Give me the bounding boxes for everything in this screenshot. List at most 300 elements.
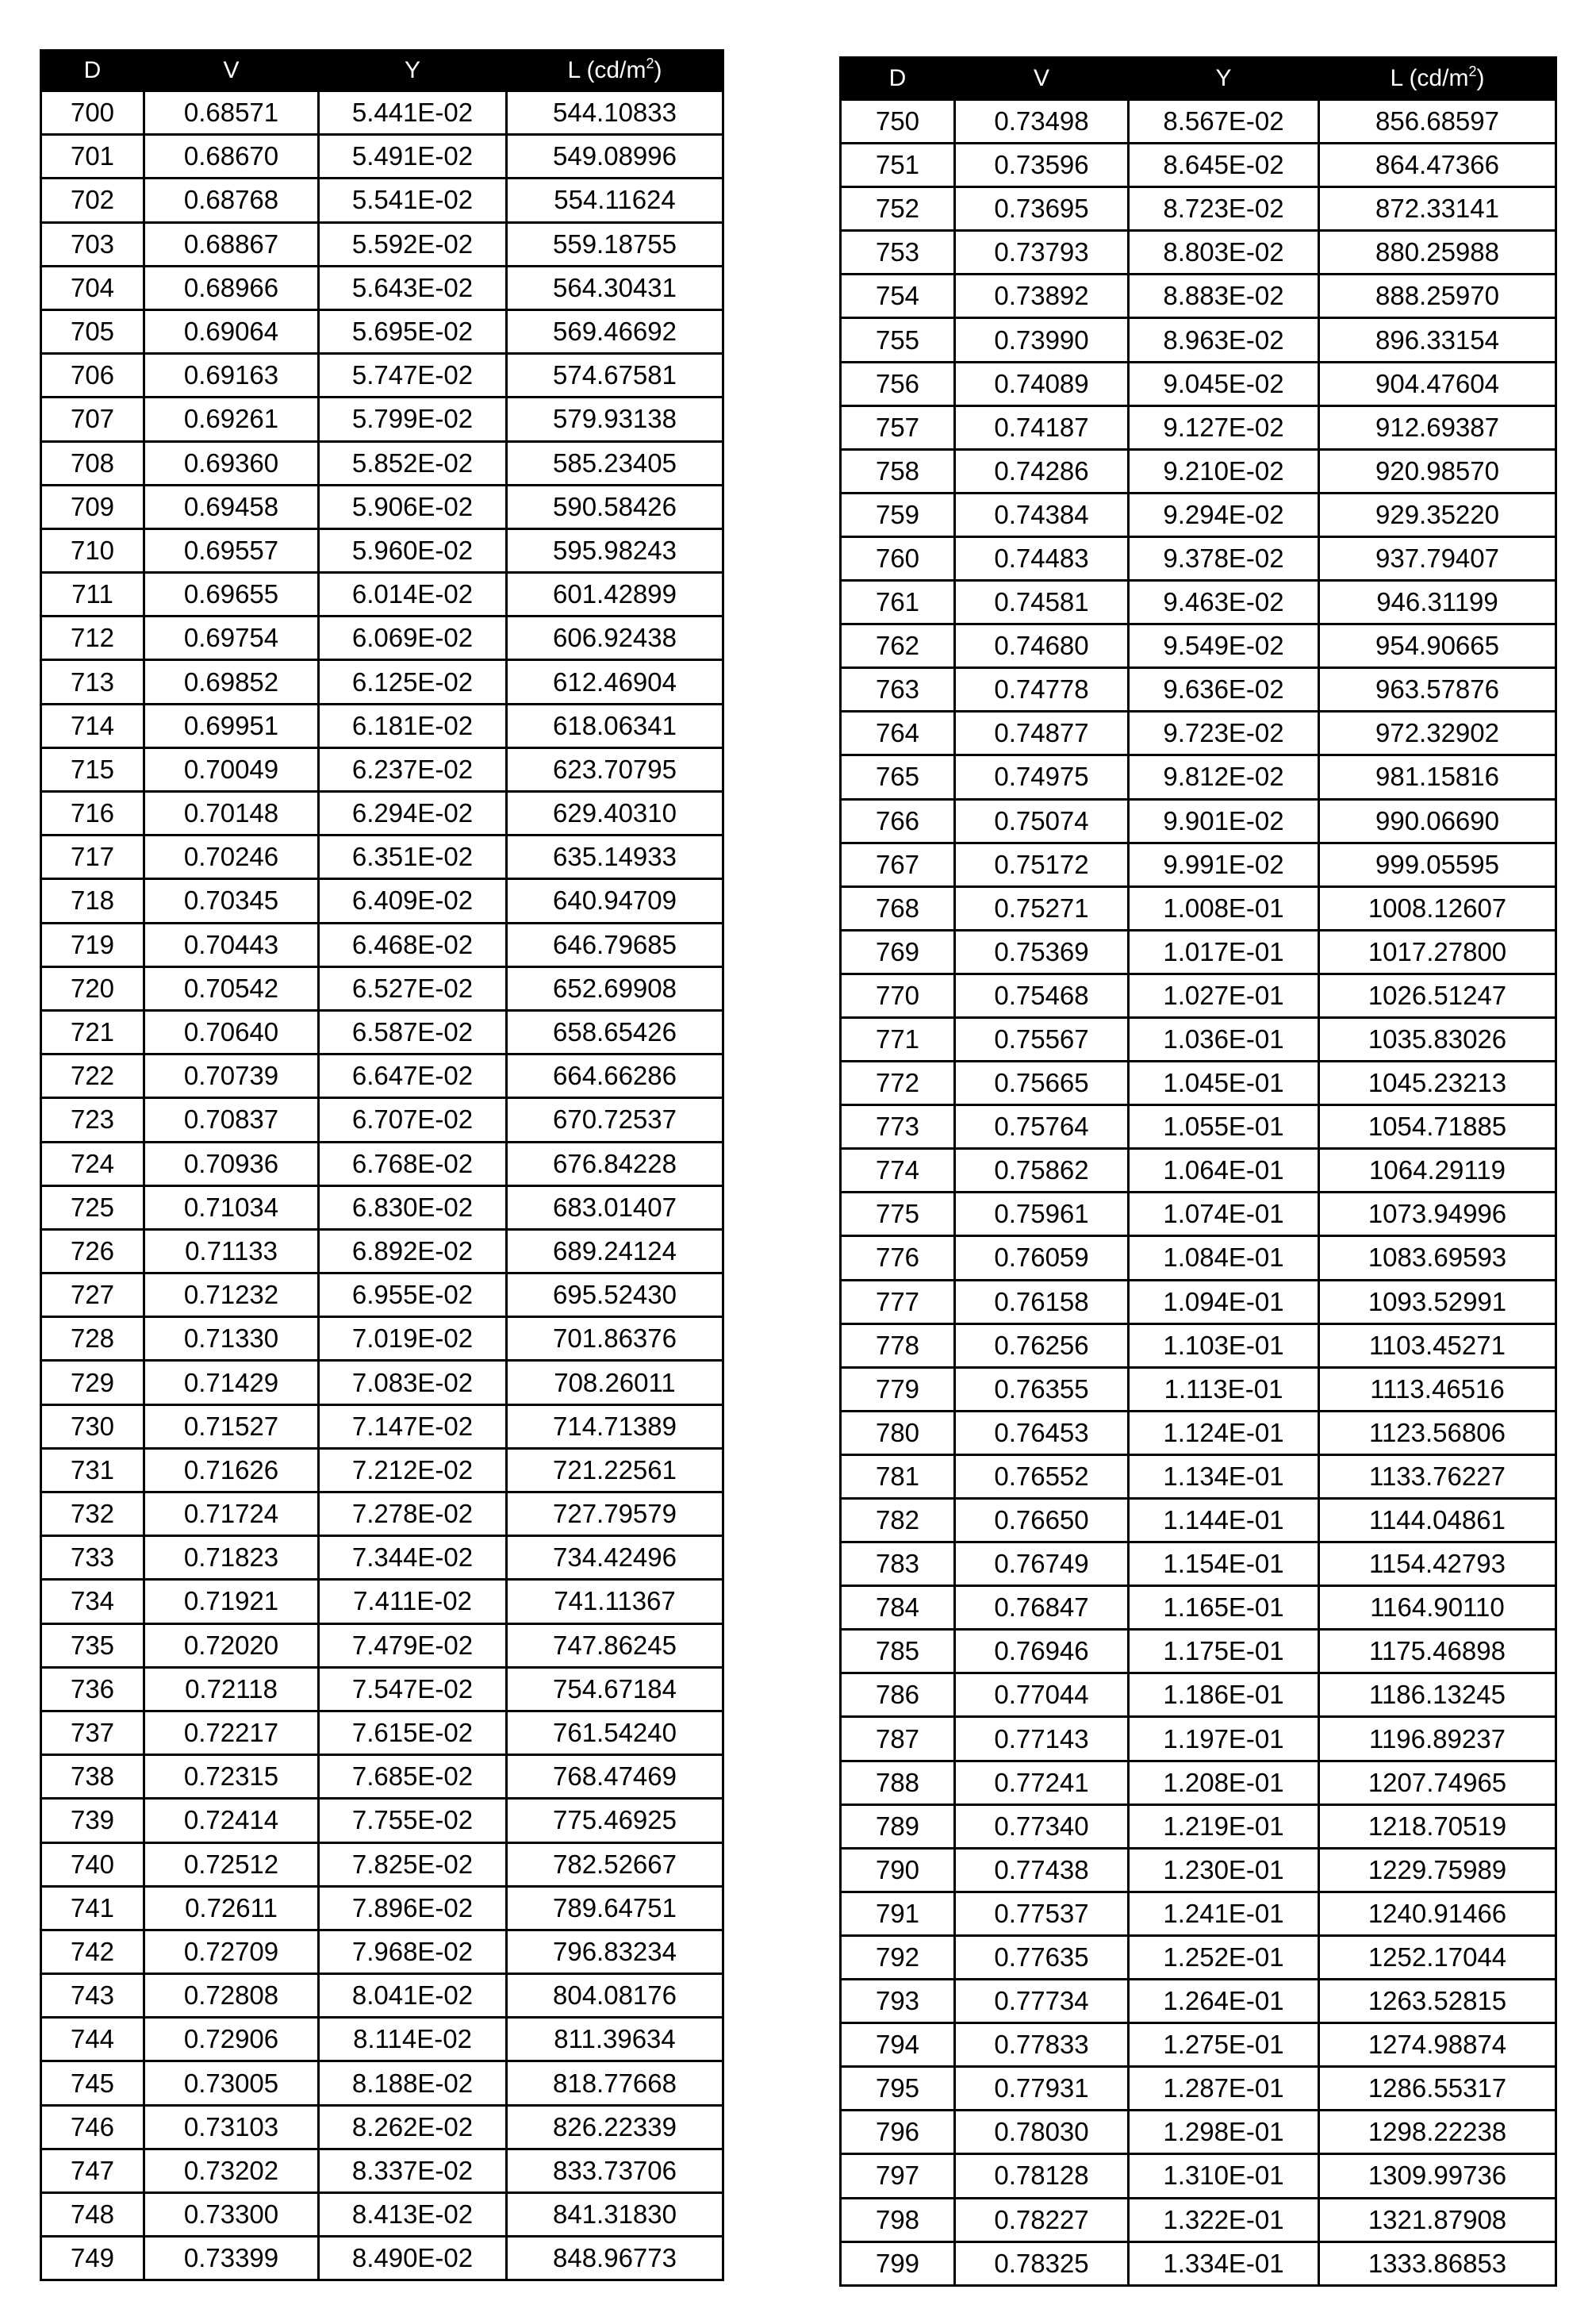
cell-d: 790: [841, 1848, 955, 1892]
cell-v: 0.73892: [955, 275, 1129, 318]
header-row: [41, 51, 723, 91]
cell-y: 9.812E-02: [1129, 755, 1319, 799]
cell-y: 1.197E-01: [1129, 1717, 1319, 1761]
table-row: [841, 1454, 1556, 1498]
cell-d: 773: [841, 1105, 955, 1149]
cell-v: 0.73202: [144, 2149, 319, 2192]
cell-v: 0.70443: [144, 923, 319, 966]
cell-d: 789: [841, 1804, 955, 1848]
table-row: [41, 1054, 723, 1098]
cell-l: 864.47366: [1319, 144, 1556, 187]
cell-l: 963.57876: [1319, 668, 1556, 712]
table-row: [841, 2023, 1556, 2067]
cell-v: 0.75764: [955, 1105, 1129, 1149]
cell-l: 1008.12607: [1319, 886, 1556, 930]
cell-d: 762: [841, 624, 955, 668]
cell-v: 0.74483: [955, 536, 1129, 580]
cell-l: 1186.13245: [1319, 1673, 1556, 1717]
cell-d: 795: [841, 2067, 955, 2111]
table-row: [41, 704, 723, 747]
cell-d: 720: [41, 966, 144, 1010]
table-row: [41, 835, 723, 879]
cell-d: 793: [841, 1980, 955, 2023]
table-row: [41, 1098, 723, 1142]
cell-d: 715: [41, 747, 144, 791]
cell-v: 0.69360: [144, 441, 319, 485]
table-row: [41, 1185, 723, 1229]
cell-v: 0.71133: [144, 1229, 319, 1273]
cell-l: 833.73706: [507, 2149, 723, 2192]
cell-y: 5.852E-02: [319, 441, 507, 485]
cell-y: 1.154E-01: [1129, 1542, 1319, 1586]
cell-d: 740: [41, 1842, 144, 1886]
cell-l: 856.68597: [1319, 100, 1556, 144]
cell-y: 1.298E-01: [1129, 2111, 1319, 2154]
cell-l: 658.65426: [507, 1010, 723, 1054]
table-row: [841, 1892, 1556, 1935]
cell-d: 746: [41, 2105, 144, 2149]
cell-l: 1321.87908: [1319, 2198, 1556, 2241]
cell-l: 554.11624: [507, 179, 723, 222]
cell-v: 0.73300: [144, 2193, 319, 2237]
cell-y: 1.008E-01: [1129, 886, 1319, 930]
cell-d: 716: [41, 792, 144, 835]
cell-y: 8.645E-02: [1129, 144, 1319, 187]
table-row: [841, 886, 1556, 930]
cell-l: 946.31199: [1319, 581, 1556, 624]
cell-v: 0.71034: [144, 1185, 319, 1229]
cell-y: 6.014E-02: [319, 573, 507, 617]
cell-l: 1263.52815: [1319, 1980, 1556, 2023]
cell-v: 0.71823: [144, 1536, 319, 1580]
cell-d: 739: [41, 1799, 144, 1842]
cell-l: 747.86245: [507, 1623, 723, 1667]
cell-y: 9.636E-02: [1129, 668, 1319, 712]
cell-d: 747: [41, 2149, 144, 2192]
table-row: [41, 1361, 723, 1404]
cell-y: 8.723E-02: [1129, 187, 1319, 231]
cell-v: 0.74581: [955, 581, 1129, 624]
table-row: [841, 1105, 1556, 1149]
cell-d: 779: [841, 1367, 955, 1411]
luminance-table-left: [40, 49, 724, 2281]
cell-y: 1.322E-01: [1129, 2198, 1319, 2241]
cell-l: 590.58426: [507, 485, 723, 528]
cell-v: 0.77635: [955, 1935, 1129, 1979]
cell-v: 0.77438: [955, 1848, 1129, 1892]
cell-y: 8.803E-02: [1129, 231, 1319, 275]
table-row: [41, 309, 723, 353]
table-row: [841, 1280, 1556, 1323]
cell-v: 0.73498: [955, 100, 1129, 144]
cell-d: 771: [841, 1017, 955, 1061]
cell-l: 549.08996: [507, 135, 723, 179]
table-row: [841, 405, 1556, 449]
cell-d: 794: [841, 2023, 955, 2067]
cell-l: 954.90665: [1319, 624, 1556, 668]
cell-l: 1333.86853: [1319, 2241, 1556, 2285]
cell-y: 1.113E-01: [1129, 1367, 1319, 1411]
cell-y: 7.755E-02: [319, 1799, 507, 1842]
cell-l: 1123.56806: [1319, 1411, 1556, 1454]
cell-d: 780: [841, 1411, 955, 1454]
cell-v: 0.78128: [955, 2154, 1129, 2198]
cell-d: 703: [41, 222, 144, 266]
cell-d: 754: [841, 275, 955, 318]
cell-y: 7.019E-02: [319, 1317, 507, 1361]
table-row: [41, 879, 723, 923]
cell-y: 6.707E-02: [319, 1098, 507, 1142]
cell-v: 0.69064: [144, 309, 319, 353]
table-row: [841, 231, 1556, 275]
table-row: [841, 1411, 1556, 1454]
cell-y: 9.901E-02: [1129, 799, 1319, 843]
cell-v: 0.72906: [144, 2018, 319, 2061]
header-row: [841, 58, 1556, 100]
cell-l: 880.25988: [1319, 231, 1556, 275]
cell-y: 5.960E-02: [319, 528, 507, 572]
cell-y: 9.045E-02: [1129, 362, 1319, 405]
cell-d: 758: [841, 449, 955, 493]
cell-v: 0.73399: [144, 2237, 319, 2280]
cell-v: 0.75369: [955, 930, 1129, 974]
cell-l: 640.94709: [507, 879, 723, 923]
cell-y: 6.527E-02: [319, 966, 507, 1010]
cell-l: 1045.23213: [1319, 1062, 1556, 1105]
table-row: [841, 624, 1556, 668]
cell-d: 704: [41, 266, 144, 309]
cell-v: 0.74089: [955, 362, 1129, 405]
cell-y: 5.643E-02: [319, 266, 507, 309]
cell-d: 735: [41, 1623, 144, 1667]
cell-v: 0.70542: [144, 966, 319, 1010]
cell-y: 1.144E-01: [1129, 1499, 1319, 1542]
table-row: [841, 1193, 1556, 1236]
cell-l: 896.33154: [1319, 318, 1556, 362]
table-row: [841, 1542, 1556, 1586]
cell-d: 718: [41, 879, 144, 923]
table-row: [41, 1404, 723, 1448]
cell-d: 732: [41, 1492, 144, 1536]
cell-d: 724: [41, 1142, 144, 1185]
cell-y: 5.441E-02: [319, 91, 507, 135]
cell-v: 0.77143: [955, 1717, 1129, 1761]
cell-d: 719: [41, 923, 144, 966]
cell-y: 8.883E-02: [1129, 275, 1319, 318]
cell-d: 741: [41, 1886, 144, 1930]
cell-v: 0.70739: [144, 1054, 319, 1098]
cell-v: 0.78030: [955, 2111, 1129, 2154]
cell-v: 0.68670: [144, 135, 319, 179]
cell-l: 741.11367: [507, 1580, 723, 1623]
table-row: [41, 1536, 723, 1580]
table-row: [41, 1580, 723, 1623]
cell-v: 0.70345: [144, 879, 319, 923]
cell-y: 9.294E-02: [1129, 493, 1319, 536]
cell-y: 1.124E-01: [1129, 1411, 1319, 1454]
cell-v: 0.69754: [144, 617, 319, 660]
table-row: [841, 1630, 1556, 1673]
cell-v: 0.74975: [955, 755, 1129, 799]
cell-y: 6.409E-02: [319, 879, 507, 923]
cell-v: 0.73695: [955, 187, 1129, 231]
cell-v: 0.77340: [955, 1804, 1129, 1848]
cell-y: 7.685E-02: [319, 1755, 507, 1799]
table-row: [841, 100, 1556, 144]
cell-l: 646.79685: [507, 923, 723, 966]
cell-l: 1035.83026: [1319, 1017, 1556, 1061]
table-row: [841, 1586, 1556, 1630]
cell-d: 743: [41, 1974, 144, 2018]
table-row: [41, 441, 723, 485]
cell-l: 629.40310: [507, 792, 723, 835]
table-row: [41, 1974, 723, 2018]
table-row: [841, 275, 1556, 318]
header-l: L $(cd/m^2)$: [507, 51, 723, 91]
cell-v: 0.73793: [955, 231, 1129, 275]
cell-l: 1144.04861: [1319, 1499, 1556, 1542]
table-row: [841, 974, 1556, 1017]
cell-v: 0.76158: [955, 1280, 1129, 1323]
cell-l: 670.72537: [507, 1098, 723, 1142]
cell-v: 0.69655: [144, 573, 319, 617]
cell-d: 707: [41, 398, 144, 441]
cell-v: 0.74384: [955, 493, 1129, 536]
cell-l: 1073.94996: [1319, 1193, 1556, 1236]
cell-y: 6.181E-02: [319, 704, 507, 747]
cell-v: 0.76946: [955, 1630, 1129, 1673]
table-row: [41, 2149, 723, 2192]
cell-v: 0.71232: [144, 1273, 319, 1317]
cell-d: 770: [841, 974, 955, 1017]
cell-l: 727.79579: [507, 1492, 723, 1536]
cell-l: 1017.27800: [1319, 930, 1556, 974]
cell-d: 709: [41, 485, 144, 528]
table-row: [841, 1367, 1556, 1411]
table-row: [841, 2241, 1556, 2285]
cell-v: 0.77537: [955, 1892, 1129, 1935]
cell-v: 0.76059: [955, 1236, 1129, 1280]
cell-v: 0.69261: [144, 398, 319, 441]
cell-l: 676.84228: [507, 1142, 723, 1185]
cell-y: 7.825E-02: [319, 1842, 507, 1886]
cell-v: 0.70148: [144, 792, 319, 835]
table-row: [41, 1229, 723, 1273]
cell-y: 7.479E-02: [319, 1623, 507, 1667]
table-row: [41, 2061, 723, 2105]
cell-d: 797: [841, 2154, 955, 2198]
cell-d: 734: [41, 1580, 144, 1623]
cell-d: 723: [41, 1098, 144, 1142]
cell-y: 9.378E-02: [1129, 536, 1319, 580]
cell-l: 796.83234: [507, 1930, 723, 1973]
table-row: [41, 398, 723, 441]
cell-l: 1064.29119: [1319, 1149, 1556, 1193]
cell-l: 888.25970: [1319, 275, 1556, 318]
cell-v: 0.73005: [144, 2061, 319, 2105]
table-row: [41, 179, 723, 222]
table-row: [41, 1448, 723, 1492]
cell-d: 728: [41, 1317, 144, 1361]
cell-d: 733: [41, 1536, 144, 1580]
cell-v: 0.69163: [144, 354, 319, 398]
cell-y: 6.647E-02: [319, 1054, 507, 1098]
table-row: [841, 799, 1556, 843]
cell-y: 5.491E-02: [319, 135, 507, 179]
cell-y: 1.165E-01: [1129, 1586, 1319, 1630]
cell-d: 712: [41, 617, 144, 660]
table-row: [41, 1317, 723, 1361]
cell-y: 7.411E-02: [319, 1580, 507, 1623]
cell-l: 708.26011: [507, 1361, 723, 1404]
cell-d: 742: [41, 1930, 144, 1973]
cell-l: 782.52667: [507, 1842, 723, 1886]
cell-d: 757: [841, 405, 955, 449]
cell-l: 1133.76227: [1319, 1454, 1556, 1498]
cell-l: 544.10833: [507, 91, 723, 135]
cell-v: 0.76552: [955, 1454, 1129, 1498]
cell-y: 6.892E-02: [319, 1229, 507, 1273]
cell-y: 6.069E-02: [319, 617, 507, 660]
cell-v: 0.72315: [144, 1755, 319, 1799]
cell-y: 8.567E-02: [1129, 100, 1319, 144]
cell-d: 784: [841, 1586, 955, 1630]
table-row: [841, 1149, 1556, 1193]
cell-l: 999.05595: [1319, 843, 1556, 886]
cell-d: 787: [841, 1717, 955, 1761]
table-row: [41, 135, 723, 179]
cell-l: 569.46692: [507, 309, 723, 353]
cell-l: 826.22339: [507, 2105, 723, 2149]
cell-v: 0.71330: [144, 1317, 319, 1361]
cell-l: 1054.71885: [1319, 1105, 1556, 1149]
cell-v: 0.69458: [144, 485, 319, 528]
cell-l: 848.96773: [507, 2237, 723, 2280]
cell-y: 6.768E-02: [319, 1142, 507, 1185]
cell-y: 6.830E-02: [319, 1185, 507, 1229]
cell-y: 8.413E-02: [319, 2193, 507, 2237]
cell-y: 9.991E-02: [1129, 843, 1319, 886]
cell-v: 0.70640: [144, 1010, 319, 1054]
cell-l: 904.47604: [1319, 362, 1556, 405]
table-row: [41, 485, 723, 528]
cell-v: 0.70936: [144, 1142, 319, 1185]
cell-d: 717: [41, 835, 144, 879]
cell-l: 937.79407: [1319, 536, 1556, 580]
cell-y: 7.278E-02: [319, 1492, 507, 1536]
cell-v: 0.75468: [955, 974, 1129, 1017]
cell-y: 1.241E-01: [1129, 1892, 1319, 1935]
cell-l: 804.08176: [507, 1974, 723, 2018]
cell-d: 769: [841, 930, 955, 974]
cell-d: 749: [41, 2237, 144, 2280]
cell-l: 1252.17044: [1319, 1935, 1556, 1979]
cell-l: 618.06341: [507, 704, 723, 747]
cell-y: 1.287E-01: [1129, 2067, 1319, 2111]
cell-v: 0.75074: [955, 799, 1129, 843]
cell-d: 702: [41, 179, 144, 222]
cell-d: 751: [841, 144, 955, 187]
cell-v: 0.70837: [144, 1098, 319, 1142]
cell-d: 731: [41, 1448, 144, 1492]
cell-d: 701: [41, 135, 144, 179]
cell-d: 710: [41, 528, 144, 572]
cell-y: 1.252E-01: [1129, 1935, 1319, 1979]
header-v: V: [955, 58, 1129, 100]
cell-v: 0.77734: [955, 1980, 1129, 2023]
cell-d: 785: [841, 1630, 955, 1673]
table-row: [41, 966, 723, 1010]
table-row: [841, 1761, 1556, 1804]
luminance-table-right: [839, 56, 1557, 2287]
cell-y: 9.723E-02: [1129, 712, 1319, 755]
table-row: [841, 2154, 1556, 2198]
cell-v: 0.76847: [955, 1586, 1129, 1630]
cell-l: 579.93138: [507, 398, 723, 441]
cell-l: 1218.70519: [1319, 1804, 1556, 1848]
table-row: [41, 1886, 723, 1930]
table-row: [41, 354, 723, 398]
cell-v: 0.77241: [955, 1761, 1129, 1804]
table-row: [841, 2111, 1556, 2154]
cell-y: 1.275E-01: [1129, 2023, 1319, 2067]
cell-l: 1083.69593: [1319, 1236, 1556, 1280]
cell-y: 7.968E-02: [319, 1930, 507, 1973]
cell-d: 775: [841, 1193, 955, 1236]
table-row: [841, 1980, 1556, 2023]
cell-y: 5.695E-02: [319, 309, 507, 353]
table-row: [841, 1499, 1556, 1542]
cell-v: 0.68867: [144, 222, 319, 266]
cell-v: 0.76355: [955, 1367, 1129, 1411]
table-row: [41, 266, 723, 309]
cell-l: 775.46925: [507, 1799, 723, 1842]
cell-l: 559.18755: [507, 222, 723, 266]
cell-d: 705: [41, 309, 144, 353]
cell-v: 0.76256: [955, 1323, 1129, 1367]
cell-d: 768: [841, 886, 955, 930]
cell-y: 1.175E-01: [1129, 1630, 1319, 1673]
cell-l: 981.15816: [1319, 755, 1556, 799]
cell-y: 1.334E-01: [1129, 2241, 1319, 2285]
cell-v: 0.75567: [955, 1017, 1129, 1061]
table-row: [841, 712, 1556, 755]
cell-l: 972.32902: [1319, 712, 1556, 755]
cell-y: 8.041E-02: [319, 1974, 507, 2018]
cell-l: 635.14933: [507, 835, 723, 879]
table-row: [841, 755, 1556, 799]
cell-v: 0.72118: [144, 1667, 319, 1711]
cell-l: 623.70795: [507, 747, 723, 791]
cell-v: 0.72512: [144, 1842, 319, 1886]
cell-l: 689.24124: [507, 1229, 723, 1273]
cell-d: 750: [841, 100, 955, 144]
cell-l: 1286.55317: [1319, 2067, 1556, 2111]
cell-y: 6.468E-02: [319, 923, 507, 966]
cell-l: 1240.91466: [1319, 1892, 1556, 1935]
cell-y: 1.036E-01: [1129, 1017, 1319, 1061]
cell-d: 708: [41, 441, 144, 485]
header-y: Y: [319, 51, 507, 91]
cell-y: 6.587E-02: [319, 1010, 507, 1054]
cell-d: 781: [841, 1454, 955, 1498]
cell-l: 1175.46898: [1319, 1630, 1556, 1673]
table-row: [841, 1236, 1556, 1280]
table-row: [841, 1848, 1556, 1892]
cell-y: 9.549E-02: [1129, 624, 1319, 668]
table-row: [41, 1142, 723, 1185]
cell-l: 811.39634: [507, 2018, 723, 2061]
